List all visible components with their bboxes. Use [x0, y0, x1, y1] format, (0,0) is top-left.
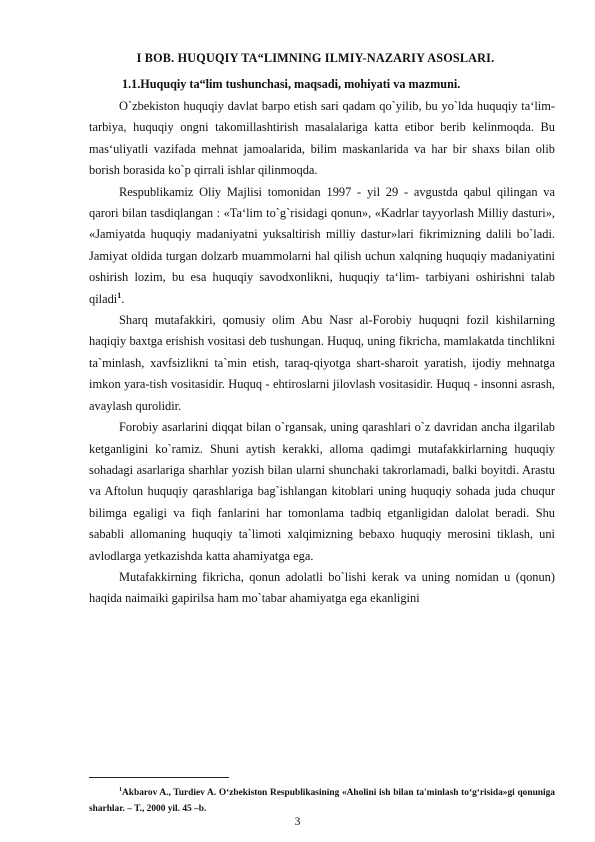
footnote-reference[interactable]: 1 — [117, 290, 122, 300]
footnote — [89, 785, 555, 817]
page-number: 3 — [294, 816, 301, 828]
paragraph-text: Respublikamiz Oliy Majlisi tomonidan 1997 - yil 29 - avgustda qabul qilingan va qarori bilan tasdiqlangan : «Ta‘lim to`g`risidagi qonun», «Kadrlar tayyorlash Milliy dasturi», «Jamiyatda huquqiy madaniyatni yuksaltirish milliy dastur»lari fikrimizning dalili bo`ladi. Jamiyat oldida turgan dolzarb muammolarni hal qilish uchun xalqning huquqiy madaniyatini oshirish lozim, bu esa huquqiy savodxonlikni, huquqiy ta‘lim- tarbiyani oshirishni talab qiladi — [89, 184, 555, 306]
paragraph-end: . — [121, 291, 125, 306]
body-text — [89, 96, 555, 610]
footnote-divider — [89, 777, 229, 778]
paragraph: Forobiy asarlarini diqqat bilan o`rgansak, uning qarashlari o`z davridan ancha ilgarilab ketganligini ko`ramiz. Shuni aytish kerakki, alloma qadimgi mutafakkirlarning huquqiy sohadagi asarlariga sharhlar yozish bilan ularni shunchaki takrorlamadi, balki boyitdi. Arastu va Aftolun huquqiy qarashlariga bag`ishlangan kitoblari uning huquqiy sohada juda chuqur bilimga egaligi va fiqh fanlarini har tomonlama tadbiq etganligidan dalolat beradi. Shu sababli allomaning huquqiy ta`limoti xalqimizning bebaxo huquqiy merosini tiklash, uni avlodlarga yetkazishda katta ahamiyatga ega. — [89, 420, 555, 563]
footnote-text: Akbarov A., Turdiev A. O‘zbekiston Respublikasining «Aholini ish bilan ta'minlash to‘g‘risida»gi qonuniga sharhlar. – T., 2000 yil. 45 –b. — [89, 788, 555, 814]
section-title: 1.1.Huquqiy ta“lim tushunchasi, maqsadi, mohiyati va mazmuni. — [122, 77, 461, 91]
footnote-marker: 1 — [119, 786, 122, 793]
paragraph: Mutafakkirning fikricha, qonun adolatli bo`lishi kerak va uning nomidan u (qonun) haqida naimaiki gapirilsa ham mo`tabar ahamiyatga ega ekanligini — [89, 569, 555, 606]
paragraph: O`zbekiston huquqiy davlat barpo etish sari qadam qo`yilib, bu yo`lda huquqiy ta‘lim-tarbiya, huquqiy ongni takomillashtirish masalalariga katta etibor berib kelinmoqda. Bu mas‘uliyatli vazifada mehnat jamoalarida, bilim maskanlarida va har bir shaxs bilan olib borish borasida ko`p qirrali ishlar qilinmoqda. — [89, 99, 555, 178]
paragraph: Sharq mutafakkiri, qomusiy olim Abu Nasr al-Forobiy huquqni fozil kishilarning haqiqiy baxtga erishish vositasi deb tushungan. Huquq, uning fikricha, mamlakatda tinchlikni ta`minlash, xavfsizlikni ta`min etish, taraq-qiyotga shart-sharoit yaratish, ijodiy mehnatga imkon yara-tish vositasidir. Huquq - ehtiroslarni jilovlash vositasidir. Huquq - insonni asrash, avaylash qurolidir. — [89, 313, 555, 413]
chapter-title: I BOB. HUQUQIY TA“LIMNING ILMIY-NAZARIY ASOSLARI. — [136, 51, 495, 65]
paragraph — [89, 182, 555, 310]
